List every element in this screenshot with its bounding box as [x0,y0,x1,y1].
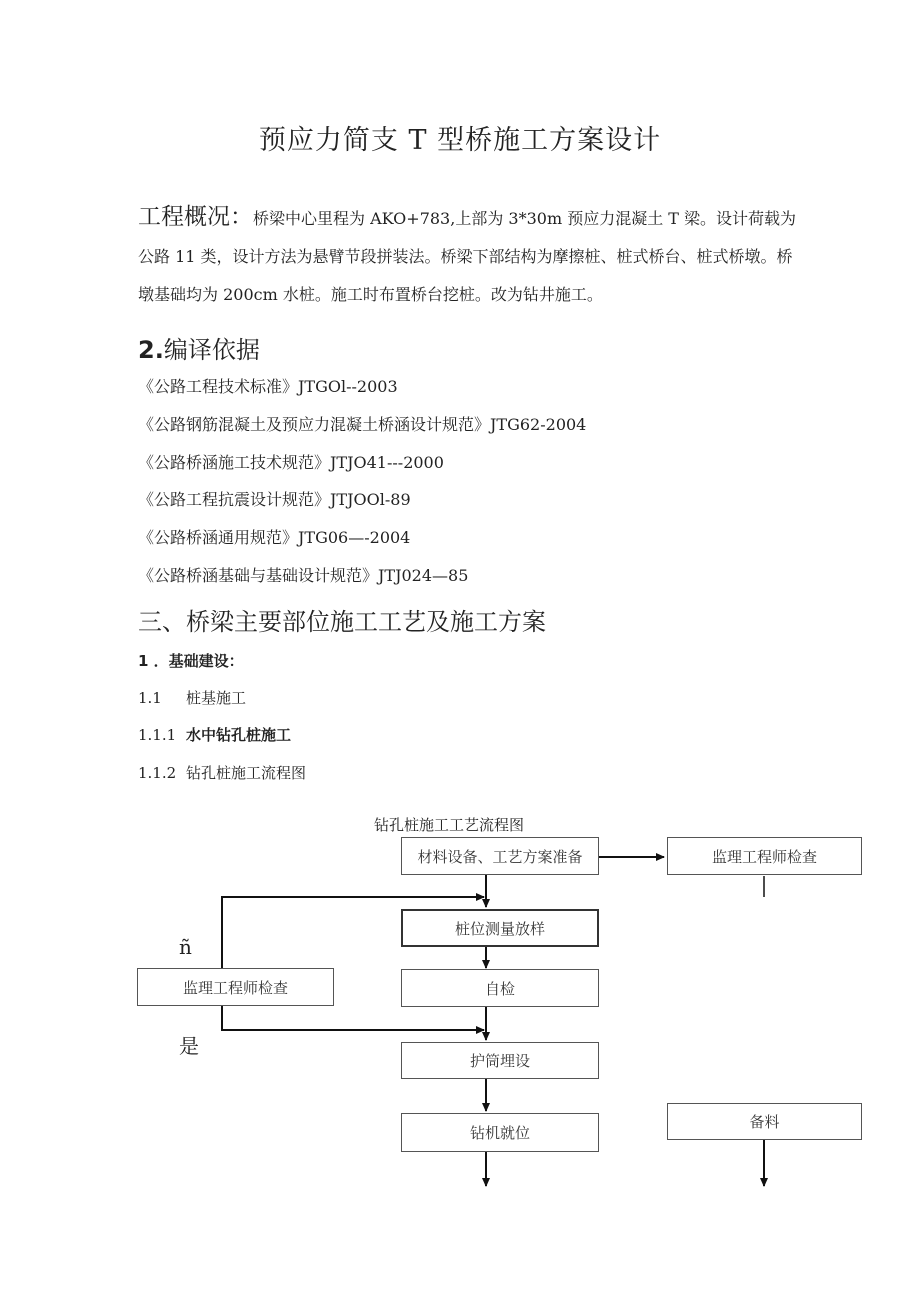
page-title: 预应力简支 T 型桥施工方案设计 [258,125,662,156]
flow-box-supervisor-left: 监理工程师检查 [137,968,334,1006]
subsection-1: 1 ．基础建设： [138,652,244,670]
overview-body: 桥梁中心里程为 AKO+783,上部为 3*30m 预应力混凝土 T 梁。设计荷载为公路 11 类，设计方法为悬臂节段拼装法。桥梁下部结构为摩擦桩、桩式桥台、桩式桥墩。桥墩基础均为 200cm 水桩。施工时布置桥台挖桩。改为钻井施工。 [138,209,797,304]
subsection-number: 1.1 [138,689,162,707]
reference-item: 《公路桥涵基础与基础设计规范》JTJ024—85 [138,566,469,585]
subsection-title: 桩基施工 [186,689,247,707]
flow-box-prep: 材料设备、工艺方案准备 [401,837,599,875]
flow-box-pile-position: 桩位测量放样 [401,909,599,947]
section-3-heading: 三、桥梁主要部位施工工艺及施工方案 [138,608,546,636]
flow-box-materials: 备料 [667,1103,862,1140]
flow-box-drill: 钻机就位 [401,1113,599,1152]
subsection-title: 水中钻孔桩施工 [186,726,292,744]
subsection-number: 1.1.2 [138,764,177,782]
flow-label-yes: 是 [179,1034,199,1058]
reference-item: 《公路桥涵通用规范》JTG06—-2004 [138,528,411,547]
flow-label-no: ñ [179,935,192,959]
flow-box-casing: 护筒埋设 [401,1042,599,1079]
arrow-yes-path [222,1006,484,1030]
reference-item: 《公路工程抗震设计规范》JTJOOl-89 [138,490,411,509]
section-2-title: 编译依据 [163,336,260,364]
flowchart-caption: 钻孔桩施工工艺流程图 [374,816,525,834]
flow-box-self-check: 自检 [401,969,599,1007]
section-2-number: 2. [138,336,164,364]
subsection-title: 钻孔桩施工流程图 [186,764,307,782]
subsection-number: 1.1.1 [138,726,177,744]
reference-item: 《公路工程技术标准》JTGOl--2003 [138,377,398,396]
reference-item: 《公路桥涵施工技术规范》JTJO41---2000 [138,453,444,472]
flow-box-supervisor-right: 监理工程师检查 [667,837,862,875]
overview-lead: 工程概况： [138,204,253,230]
reference-item: 《公路钢筋混凝土及预应力混凝土桥涵设计规范》JTG62-2004 [138,415,587,434]
